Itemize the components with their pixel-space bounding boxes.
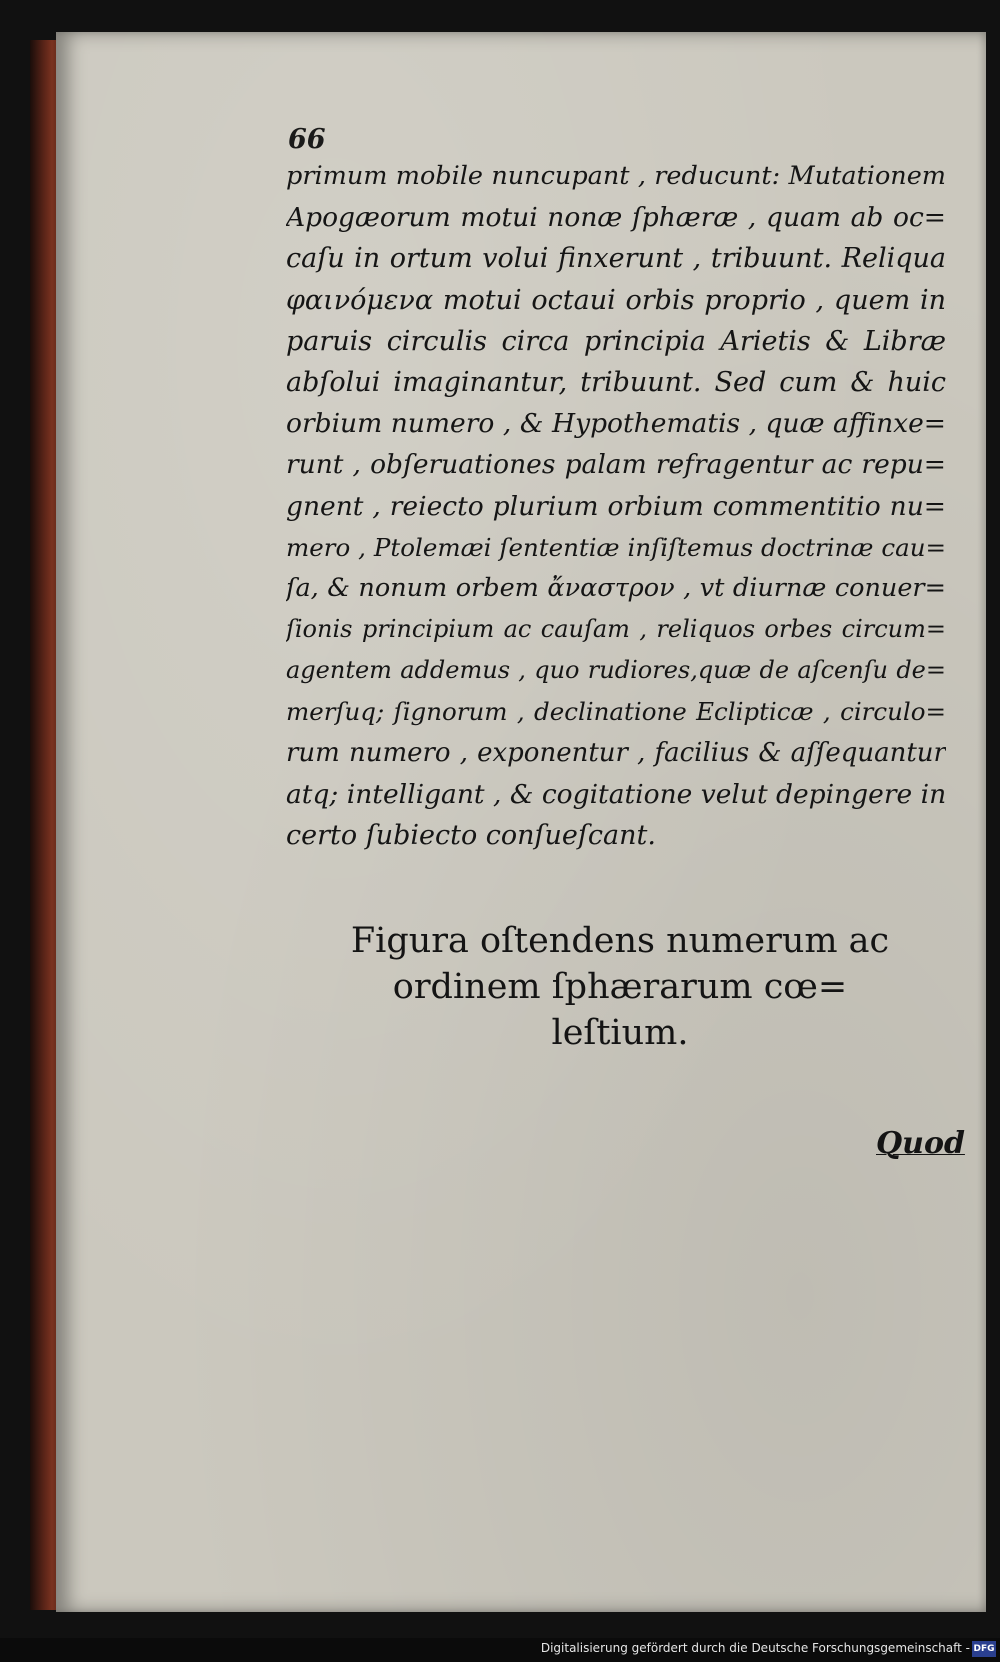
text-line: φαινόμενα motui octaui orbis proprio , quem in xyxy=(286,284,946,316)
digitization-footer xyxy=(0,1638,1000,1662)
body-text xyxy=(286,156,946,856)
text-line: caſu in ortum volui finxerunt , tribuunt. Reliqua xyxy=(286,243,946,275)
text-line: merſuq; ſignorum , declinatione Eclipticæ , circulo= xyxy=(286,697,946,727)
catchword: Quod xyxy=(876,1126,965,1161)
text-line: ſionis principium ac cauſam , reliquos orbes circum= xyxy=(286,615,946,644)
text-line: agentem addemus , quo rudiores,quæ de aſcenſu de= xyxy=(286,656,946,685)
text-line: rum numero , exponentur , facilius & aſſequantur xyxy=(286,737,946,768)
text-line: mero , Ptolemæi ſententiæ inſiſtemus doctrinæ cau= xyxy=(286,532,946,562)
figure-caption-line: leſtium. xyxy=(551,1013,689,1053)
funding-credit: Digitalisierung gefördert durch die Deutsche Forschungsgemeinschaft - xyxy=(540,1641,970,1655)
text-line: paruis circulis circa principia Arietis & Libræ xyxy=(286,325,946,357)
text-line: Apogæorum motui nonæ ſphæræ , quam ab oc= xyxy=(286,202,946,234)
text-line: abſolui imaginantur, tribuunt. Sed cum & huic xyxy=(286,366,946,398)
text-line: certo ſubiecto conſueſcant. xyxy=(286,820,656,851)
text-line: orbium numero , & Hypothematis , quæ affinxe= xyxy=(286,408,946,440)
text-line: atq; intelligant , & cogitatione velut depingere in xyxy=(286,778,946,810)
page-number: 66 xyxy=(288,124,326,155)
text-line: runt , obſeruationes palam refragentur ac repu= xyxy=(286,449,946,481)
figure-caption xyxy=(330,918,910,1056)
text-line: primum mobile nuncupant , reducunt: Mutationem xyxy=(286,161,946,191)
figure-caption-line: Figura oſtendens numerum ac xyxy=(350,921,890,961)
figure-caption-line: ordinem ſphærarum cœ= xyxy=(392,967,848,1007)
dfg-logo-icon: DFG xyxy=(972,1641,996,1657)
text-line: gnent , reiecto plurium orbium commentitio nu= xyxy=(286,490,946,522)
text-line: ſa, & nonum orbem ἄναστρον , vt diurnæ conuer= xyxy=(286,572,946,603)
